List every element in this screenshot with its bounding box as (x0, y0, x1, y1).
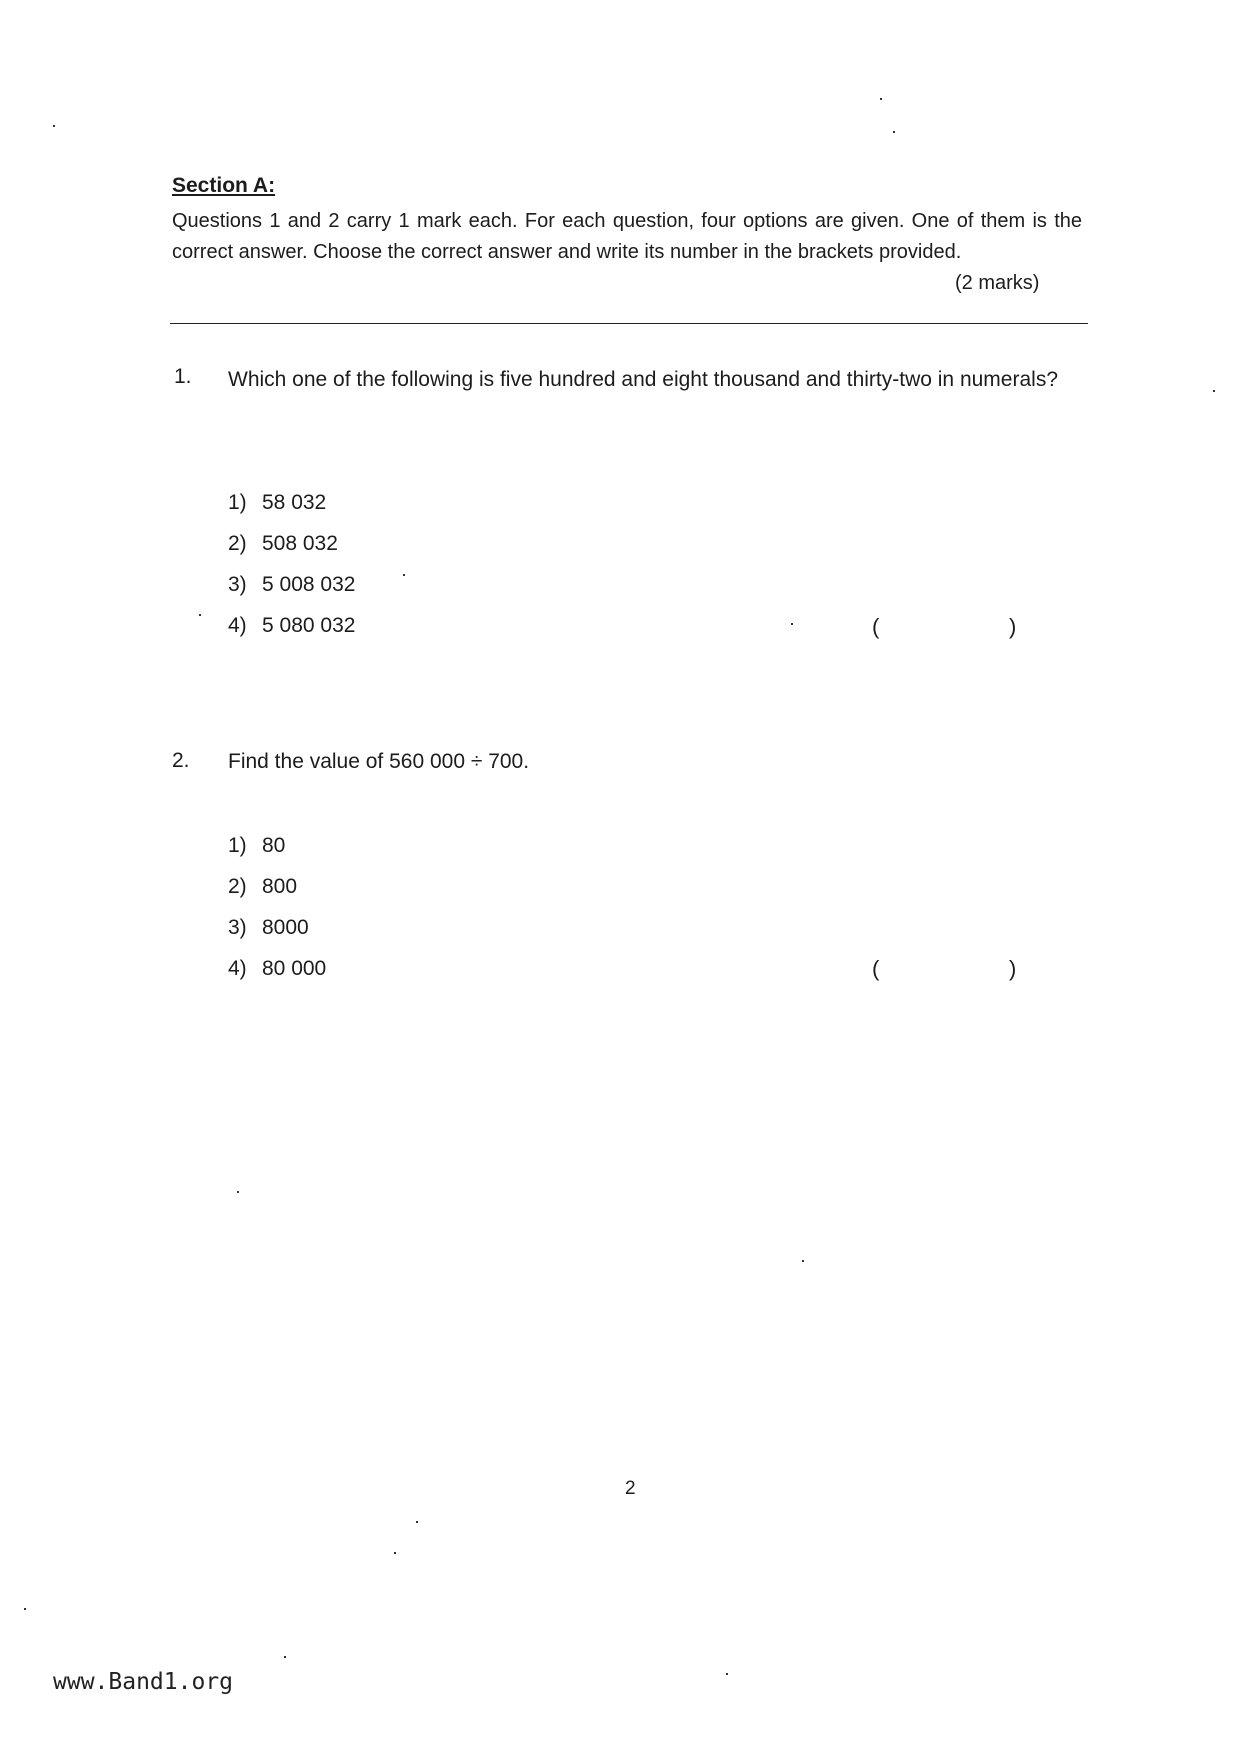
scan-speck (53, 125, 55, 127)
scan-speck (237, 1191, 239, 1193)
option-value: 58 032 (262, 491, 327, 514)
question-1-option-4 (228, 605, 355, 646)
section-heading: Section A: (172, 174, 276, 197)
scan-speck (416, 1521, 418, 1523)
scan-speck (726, 1673, 728, 1675)
question-1-text: Which one of the following is five hundred and eight thousand and thirty-two in numerals? (228, 368, 1058, 391)
option-value: 5 080 032 (262, 614, 356, 637)
question-1-answer-bracket-open: ( (872, 614, 880, 639)
question-1-option-1 (228, 482, 355, 523)
question-2-option-4 (228, 948, 326, 989)
option-value: 800 (262, 875, 298, 898)
question-2-option-2 (228, 866, 326, 907)
footer-url: www.Band1.org (53, 1669, 234, 1695)
question-2-answer-bracket-open: ( (872, 956, 880, 981)
scan-speck (880, 98, 882, 100)
option-number: 2) (228, 875, 247, 898)
option-number: 1) (228, 834, 247, 857)
question-2-text: Find the value of 560 000 ÷ 700. (228, 750, 530, 773)
scan-speck (394, 1552, 396, 1554)
option-number: 1) (228, 491, 247, 514)
option-value: 508 032 (262, 532, 338, 555)
section-marks: (2 marks) (955, 272, 1040, 294)
section-divider (170, 323, 1088, 324)
scan-speck (791, 623, 793, 625)
option-value: 8000 (262, 916, 309, 939)
section-instructions: Questions 1 and 2 carry 1 mark each. For each question, four options are given. One of them is the correct answer. Choose the correct answer and write its number in the brackets provided. (172, 210, 1082, 263)
question-1-number: 1. (174, 365, 192, 388)
scan-speck (199, 614, 201, 616)
option-value: 80 (262, 834, 286, 857)
question-2-options (228, 825, 326, 989)
question-2-answer-bracket-close: ) (1009, 956, 1017, 981)
scan-speck (893, 131, 895, 133)
option-number: 3) (228, 916, 247, 939)
question-1-options (228, 482, 355, 646)
option-number: 4) (228, 614, 247, 637)
option-number: 4) (228, 957, 247, 980)
option-value: 5 008 032 (262, 573, 356, 596)
question-2-option-3 (228, 907, 326, 948)
scan-speck (284, 1656, 286, 1658)
question-2-option-1 (228, 825, 326, 866)
scan-speck (1213, 390, 1215, 392)
page-number: 2 (625, 1478, 636, 1499)
scan-speck (802, 1260, 804, 1262)
scan-speck (24, 1608, 26, 1610)
option-number: 2) (228, 532, 247, 555)
option-number: 3) (228, 573, 247, 596)
question-1-answer-bracket-close: ) (1009, 614, 1017, 639)
question-1-option-2 (228, 523, 355, 564)
question-2-number: 2. (172, 749, 190, 772)
question-1-option-3 (228, 564, 355, 605)
option-value: 80 000 (262, 957, 327, 980)
scan-speck (403, 574, 405, 576)
